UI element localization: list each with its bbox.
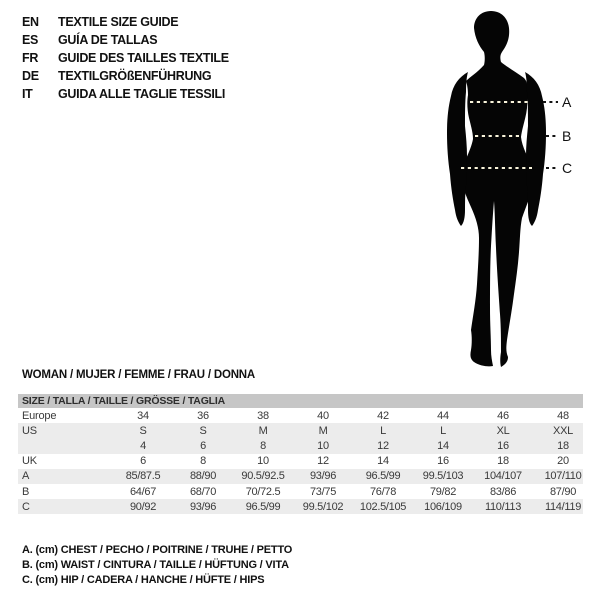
table-cell: L [440, 424, 446, 437]
language-code: FR [22, 51, 39, 65]
table-row [18, 423, 583, 438]
table-cell: 42 [377, 409, 389, 422]
table-cell: 87/90 [549, 485, 577, 498]
table-cell: 44 [437, 409, 449, 422]
table-cell: 10 [257, 455, 269, 468]
table-cell: L [380, 424, 386, 437]
table-cell: 16 [497, 439, 509, 452]
table-cell: 38 [257, 409, 269, 422]
language-code: IT [22, 87, 33, 101]
table-cell: 48 [557, 409, 569, 422]
table-row [18, 484, 583, 499]
table-cell: 12 [317, 455, 329, 468]
row-label: US [22, 424, 37, 437]
language-title: GUÍA DE TALLAS [58, 33, 158, 47]
size-table-header: SIZE / TALLA / TAILLE / GRÖSSE / TAGLIA [18, 394, 583, 408]
table-cell: 99.5/103 [422, 470, 464, 483]
table-cell: 10 [317, 439, 329, 452]
table-cell: 93/96 [309, 470, 337, 483]
table-row [18, 469, 583, 484]
table-row [18, 454, 583, 469]
measurement-legend [22, 543, 292, 587]
table-cell: 14 [377, 455, 389, 468]
table-cell: 106/109 [424, 500, 462, 513]
language-code: DE [22, 69, 39, 83]
table-cell: 4 [140, 439, 146, 452]
table-cell: 76/78 [369, 485, 397, 498]
table-cell: 40 [317, 409, 329, 422]
table-cell: 36 [197, 409, 209, 422]
language-code: EN [22, 15, 39, 29]
table-cell: 68/70 [189, 485, 217, 498]
table-cell: 16 [437, 455, 449, 468]
table-cell: XXL [553, 424, 573, 437]
table-cell: 6 [140, 455, 146, 468]
silhouette [447, 11, 546, 367]
table-cell: 90.5/92.5 [241, 470, 285, 483]
table-cell: 70/72.5 [245, 485, 281, 498]
table-cell: 96.5/99 [245, 500, 281, 513]
marker-label-c: C [562, 160, 573, 176]
table-cell: M [318, 424, 328, 437]
table-cell: S [199, 424, 207, 437]
table-cell: 96.5/99 [365, 470, 401, 483]
silhouette-right-arm [525, 72, 546, 226]
silhouette-body [461, 11, 534, 367]
size-table [18, 394, 583, 514]
table-cell: 90/92 [129, 500, 157, 513]
measurement-labels [562, 94, 572, 176]
language-title: GUIDA ALLE TAGLIE TESSILI [58, 87, 226, 101]
row-label: Europe [22, 409, 57, 422]
language-title: TEXTILE SIZE GUIDE [58, 15, 179, 29]
legend-line: A. (cm) CHEST / PECHO / POITRINE / TRUHE / PETTO [22, 544, 293, 556]
language-title: GUIDE DES TAILLES TEXTILE [58, 51, 229, 65]
row-label: C [22, 500, 30, 513]
marker-label-a: A [562, 94, 572, 110]
table-cell: 12 [377, 439, 389, 452]
table-row [18, 499, 583, 514]
table-row [18, 438, 583, 453]
row-label: UK [22, 455, 37, 468]
language-code: ES [22, 33, 39, 47]
table-cell: 8 [200, 455, 206, 468]
marker-label-b: B [562, 128, 572, 144]
table-cell: 18 [557, 439, 569, 452]
table-cell: 64/67 [129, 485, 157, 498]
table-cell: 104/107 [484, 470, 522, 483]
table-cell: 8 [260, 439, 266, 452]
silhouette-left-arm [447, 72, 468, 226]
table-cell: 46 [497, 409, 509, 422]
table-row [18, 408, 583, 423]
table-cell: 6 [200, 439, 206, 452]
table-cell: M [258, 424, 268, 437]
table-cell: 93/96 [189, 500, 217, 513]
table-cell: 107/110 [544, 470, 582, 483]
table-cell: XL [496, 424, 510, 437]
row-label: B [22, 485, 30, 498]
table-cell: 110/113 [484, 500, 522, 513]
section-title-woman: WOMAN / MUJER / FEMME / FRAU / DONNA [22, 369, 256, 381]
table-cell: 79/82 [429, 485, 457, 498]
table-cell: 83/86 [489, 485, 517, 498]
table-cell: 73/75 [309, 485, 337, 498]
table-cell: S [139, 424, 147, 437]
table-cell: 102.5/105 [359, 500, 407, 513]
language-title: TEXTILGRÖßENFÜHRUNG [58, 69, 212, 83]
table-cell: 14 [437, 439, 449, 452]
table-cell: 88/90 [189, 470, 217, 483]
size-table-body [18, 408, 583, 514]
table-cell: 20 [557, 455, 569, 468]
table-cell: 18 [497, 455, 509, 468]
legend-line: C. (cm) HIP / CADERA / HANCHE / HÜFTE / HIPS [22, 573, 265, 586]
table-cell: 99.5/102 [302, 500, 344, 513]
row-label: A [22, 470, 30, 483]
table-cell: 114/119 [544, 500, 582, 513]
legend-line: B. (cm) WAIST / CINTURA / TAILLE / HÜFTUNG / VITA [22, 558, 289, 571]
table-cell: 85/87.5 [125, 470, 161, 483]
table-cell: 34 [137, 409, 149, 422]
